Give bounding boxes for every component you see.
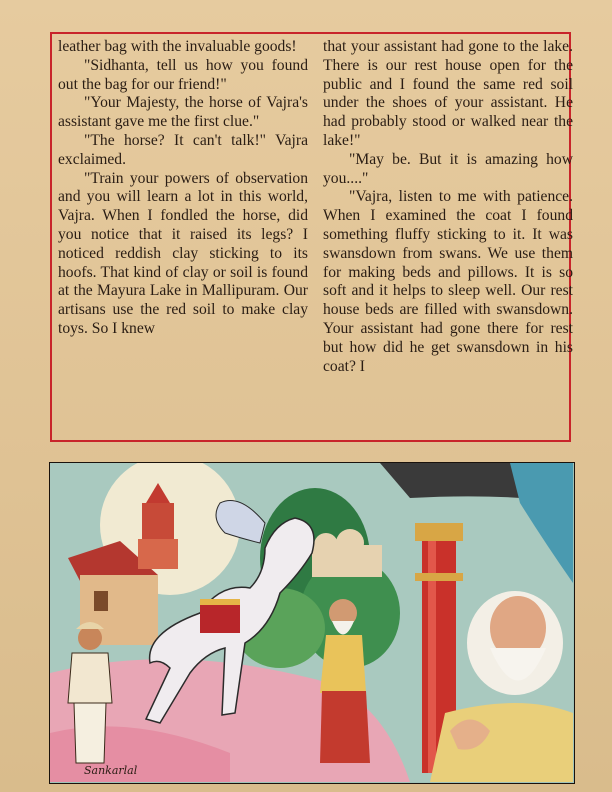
paragraph: "Train your powers of observation and you will learn a lot in this world, Vajra. When I fondled the horse, did you notice that it raised its legs? I noticed reddish clay sticking to its hoofs. That kind of clay or soil is found at the Mayura Lake in Mallipuram. Our artisans use the red soil to make clay toys. So I knew — [58, 169, 308, 337]
paragraph: leather bag with the invaluable goods! — [58, 38, 297, 55]
story-illustration — [49, 462, 575, 784]
paragraph: "Vajra, listen to me with patience. When I examined the coat I found something fluffy sticking to it. It was swansdown from swans. We use them for making beds and pillows. It is so soft and it helps to sleep well. Our rest house beds are filled with swansdown. Your assistant had gone there for rest but how did he get swansdown in his coat? I — [323, 188, 573, 375]
paragraph: "Sidhanta, tell us how you found out the bag for our friend!" — [58, 56, 308, 93]
paragraph: "The horse? It can't talk!" Vajra exclaimed. — [58, 131, 308, 168]
text-frame — [50, 32, 571, 442]
text-column-right — [323, 38, 573, 376]
saddle — [200, 603, 240, 633]
man-left — [78, 626, 102, 650]
paragraph: "May be. But it is amazing how you...." — [323, 150, 573, 187]
artist-signature: Sankarlal — [84, 764, 138, 777]
text-column-left — [58, 38, 308, 339]
paragraph: "Your Majesty, the horse of Vajra's assistant gave me the first clue." — [58, 94, 308, 131]
paragraph: that your assistant had gone to the lake. There is our rest house open for the public and I found the same red soil under the shoes of your assistant. He had probably stood or walked near the lake!" — [323, 38, 573, 149]
